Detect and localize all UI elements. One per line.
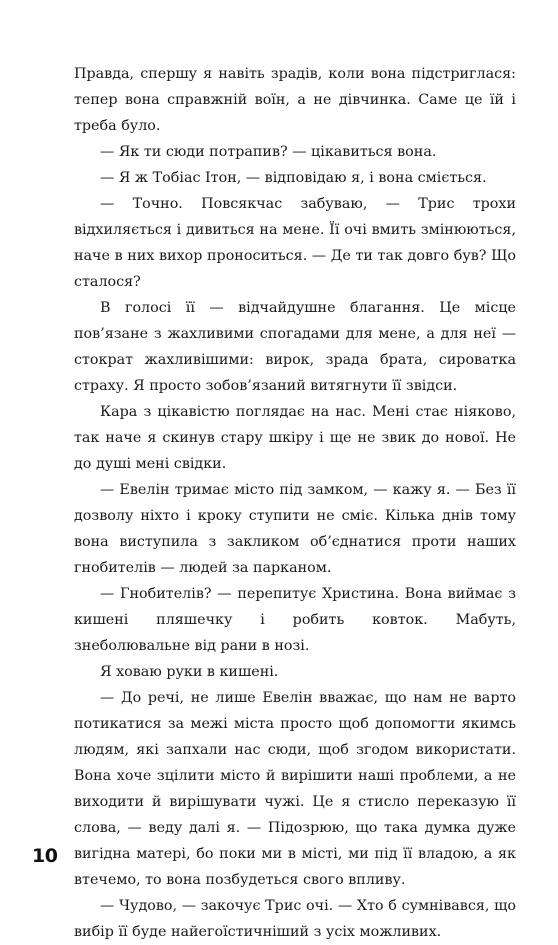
paragraph: Я ховаю руки в кишені. <box>100 664 279 680</box>
page-number: 10 <box>32 845 58 867</box>
paragraph: Кара з цікавістю поглядає на нас. Мені стає ніяково, так наче я скинув стару шкіру і ще не звик до нової. Не до душі мені свідки. <box>74 404 516 472</box>
paragraph: — До речі, не лише Евелін вважає, що нам не варто потикатися за межі міста просто щоб допомогти якимсь людям, які запхали нас сюди, щоб згодом використати. Вона хоче зцілити місто й вирішити наші проблеми, а не виходити й вирішувати чужі. Це я стисло переказую її слова, — веду далі я. — Підозрюю, що така думка дуже вигідна матері, бо поки ми в місті, ми під її владою, а як втечемо, то вона позбудеться свого впливу. <box>74 690 516 888</box>
paragraph: В голосі її — відчайдушне благання. Це місце пов’язане з жахливими спогадами для мене, а для неї — стократ жахливішими: вирок, зрада брата, сироватка страху. Я просто зобов’язаний витягнути її звідси. <box>74 300 516 394</box>
paragraph: — Чудово, — закочує Трис очі. — Хто б сумнівався, що вибір її буде найегоїстичніший з усіх можливих. <box>74 898 516 940</box>
paragraph: — Точно. Повсякчас забуваю, — Трис трохи відхиляється і дивиться на мене. Її очі вмить змінюються, наче в них вихор проноситься. — Де ти так довго був? Що сталося? <box>74 196 516 290</box>
paragraph: Правда, спершу я навіть зрадів, коли вона підстриглася: тепер вона справжній воїн, а не дівчинка. Саме це їй і треба було. <box>74 66 516 134</box>
paragraph: — Евелін тримає місто під замком, — кажу я. — Без її дозволу ніхто і кроку ступити не сміє. Кілька днів тому вона виступила з закликом об’єднатися проти наших гнобителів — людей за парканом. <box>74 482 516 576</box>
paragraph: — Я ж Тобіас Ітон, — відповідаю я, і вона сміється. <box>100 170 487 186</box>
paragraph: — Як ти сюди потрапив? — цікавиться вона. <box>100 144 437 160</box>
paragraph: — Гнобителів? — перепитує Христина. Вона виймає з кишені пляшечку і робить ковток. Мабуть, знеболювальне від рани в нозі. <box>74 586 516 654</box>
page-body <box>74 61 516 945</box>
